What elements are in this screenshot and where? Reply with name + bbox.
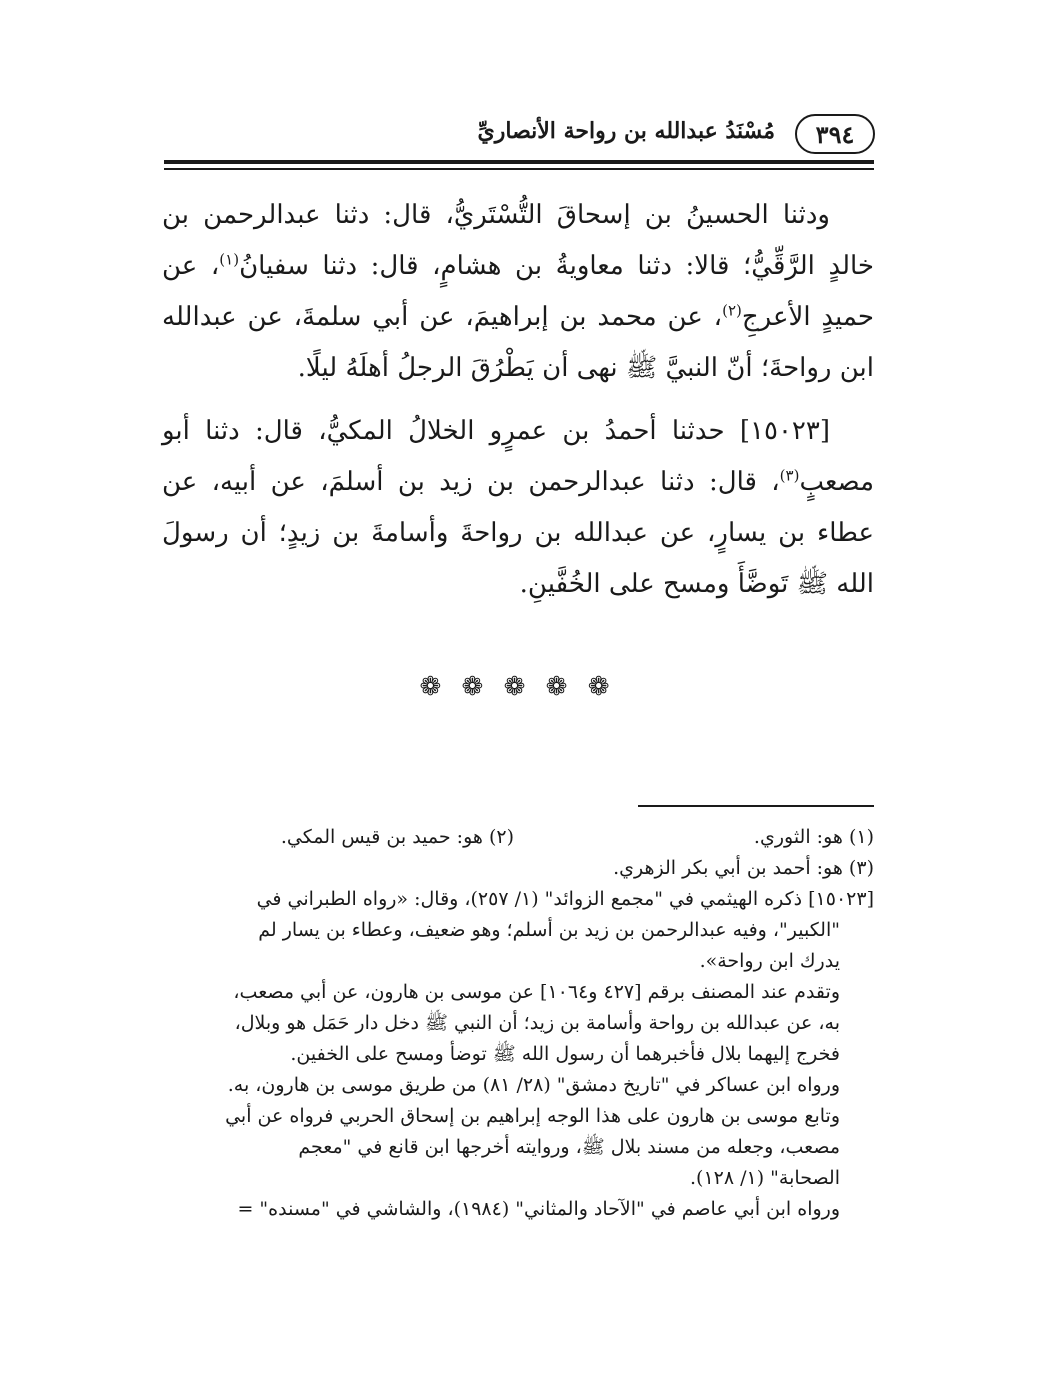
hadith-paragraph-2 (162, 406, 874, 610)
footnote-ref: (٢) (722, 301, 742, 320)
footnote-2: (٢) هو: حميد بن قيس المكي. (280, 826, 514, 848)
paragraph-text: ، قال: دثنا عبدالرحمن بن زيد بن أسلمَ، عن أبيه، عن عطاء بن يسارٍ، عن عبدالله بن رواحةَ وأسامةَ بن زيدٍ؛ أن رسولَ الله ﷺ تَوضَّأَ ومسح على الخُفَّينِ. (162, 467, 874, 599)
paragraph-text: ودثنا الحسينُ بن إسحاقَ التُّسْتَريُّ، قال: دثنا عبدالرحمن بن خالدٍ الرَّقِّيُّ؛ قالا: دثنا معاويةُ بن هشامٍ، قال: دثنا سفيانُ (162, 200, 875, 281)
footnote-line: "الكبير"، وفيه عبدالرحمن بن زيد بن أسلم؛ وهو ضعيف، وعطاء بن يسار لم (258, 919, 840, 941)
footnote-row (162, 822, 874, 853)
footnote-3: (٣) هو: أحمد بن أبي بكر الزهري. (613, 857, 874, 879)
page-header (160, 108, 875, 156)
hadith-paragraph-1 (162, 190, 874, 394)
footnote-line: وتابع موسى بن هارون على هذا الوجه إبراهيم بن إسحاق الحربي فرواه عن أبي (225, 1105, 840, 1127)
footnotes (162, 822, 874, 1225)
footnote-line: الصحابة" (١/ ١٢٨). (689, 1167, 840, 1189)
paragraph-text: ، عن حميدٍ الأعرجِ (162, 251, 874, 332)
footnote-line: فخرج إليهما بلال فأخبرهما أن رسول الله ﷺ توضأ ومسح على الخفين. (290, 1043, 840, 1065)
footnote-line: وتقدم عند المصنف برقم [٤٢٧ و١٠٦٤] عن موسى بن هارون، عن أبي مصعب، (233, 981, 840, 1003)
footnote-line: ورواه ابن عساكر في "تاريخ دمشق" (٢٨/ ٨١) من طريق موسى بن هارون، به. (227, 1074, 840, 1096)
footnote-ref: (١) (219, 250, 240, 269)
page-number-badge (795, 114, 875, 154)
footnote-line: به، عن عبدالله بن رواحة وأسامة بن زيد؛ أن النبي ﷺ دخل دار حَمَل هو وبلال، (234, 1012, 840, 1034)
main-text (162, 190, 874, 622)
footnote-line: [١٥٠٢٣] ذكره الهيثمي في "مجمع الزوائد" (١/ ٢٥٧)، وقال: «رواه الطبراني في (256, 888, 874, 910)
footnote-separator (638, 805, 874, 807)
page-number: ٣٩٤ (815, 119, 855, 149)
footnote-line: يدرك ابن رواحة». (699, 950, 840, 972)
footnote-line: ورواه ابن أبي عاصم في "الآحاد والمثاني" (١٩٨٤)، والشاشي في "مسنده" = (237, 1198, 840, 1220)
footnote-line: مصعب، وجعله من مسند بلال ﷺ، وروايته أخرجها ابن قانع في "معجم (298, 1136, 840, 1158)
paragraph-text: ، عن محمد بن إبراهيمَ، عن أبي سلمةَ، عن عبدالله ابن رواحةَ؛ أنّ النبيَّ ﷺ نهى أن يَطْرُقَ الرجلُ أهلَهُ ليلًا. (162, 302, 874, 383)
header-rule-thick (164, 160, 874, 164)
header-rule-thin (164, 168, 874, 170)
footnote-ref: (٣) (779, 466, 800, 485)
running-title: مُسْنَدُ عبدالله بن رواحة الأنصاريِّ (477, 118, 775, 144)
footnote-1: (١) هو: الثوري. (753, 826, 874, 848)
paragraph-text: [١٥٠٢٣] حدثنا أحمدُ بن عمرٍو الخلالُ المكيُّ، قال: دثنا أبو مصعبٍ (162, 416, 874, 497)
section-end-ornament: ❁ ❁ ❁ ❁ ❁ (419, 672, 616, 702)
